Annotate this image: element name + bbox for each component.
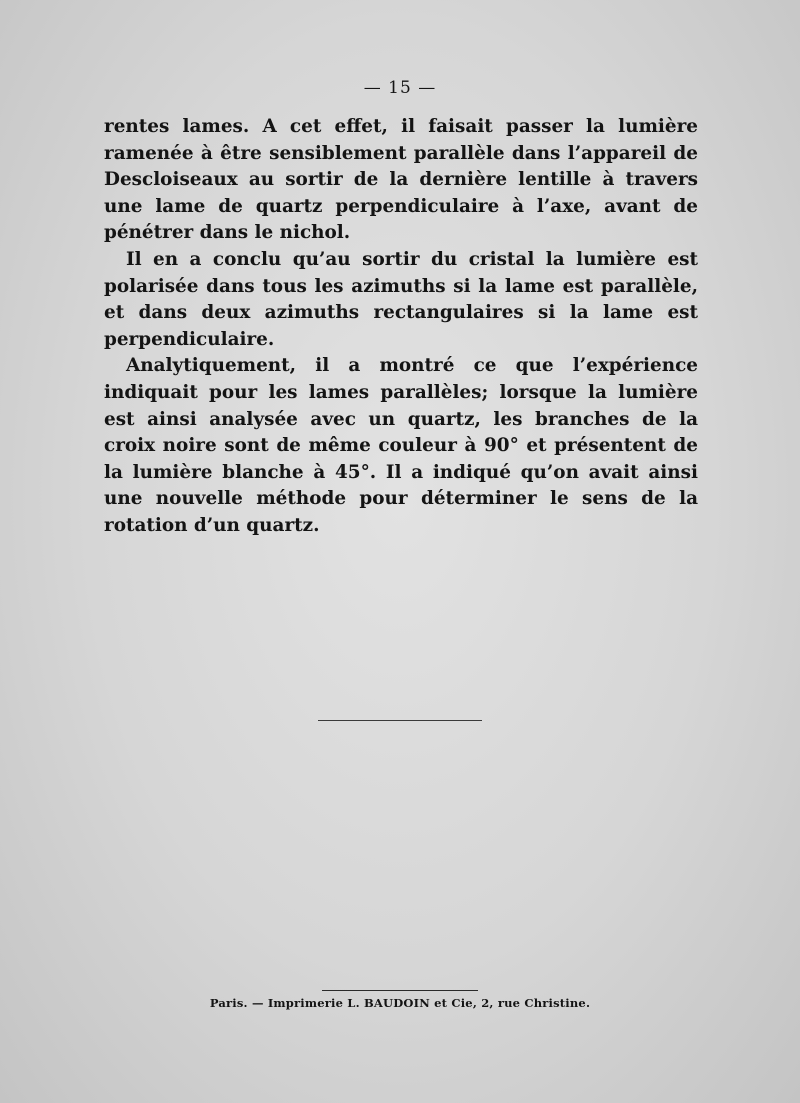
paragraph-1: rentes lames. A cet effet, il faisait passer la lumière ramenée à être sensiblement parallèle dans l’appareil de Descloiseaux au sortir de la dernière lentille à travers une lame de quartz perpendiculaire à l’axe, avant de pénétrer dans le nichol. [104,116,698,244]
imprint-divider [322,990,478,991]
paragraph-2: Il en a conclu qu’au sortir du cristal la lumière est polarisée dans tous les azimuths si la lame est parallèle, et dans deux azimuths rectangulaires si la lame est perpendiculaire. [104,248,698,350]
section-divider [318,720,482,721]
paragraph-3: Analytiquement, il a montré ce que l’expérience indiquait pour les lames parallèles; lorsque la lumière est ainsi analysée avec un quartz, les branches de la croix noire sont de même couleur à 90° et présentent de la lumière blanche à 45°. Il a indiqué qu’on avait ainsi une nouvelle méthode pour déterminer le sens de la rotation d’un quartz. [104,355,698,536]
body-text [104,114,698,540]
page-number: — 15 — [363,78,437,98]
printer-imprint: Paris. — Imprimerie L. BAUDOIN et Cie, 2, rue Christine. [209,996,591,1010]
